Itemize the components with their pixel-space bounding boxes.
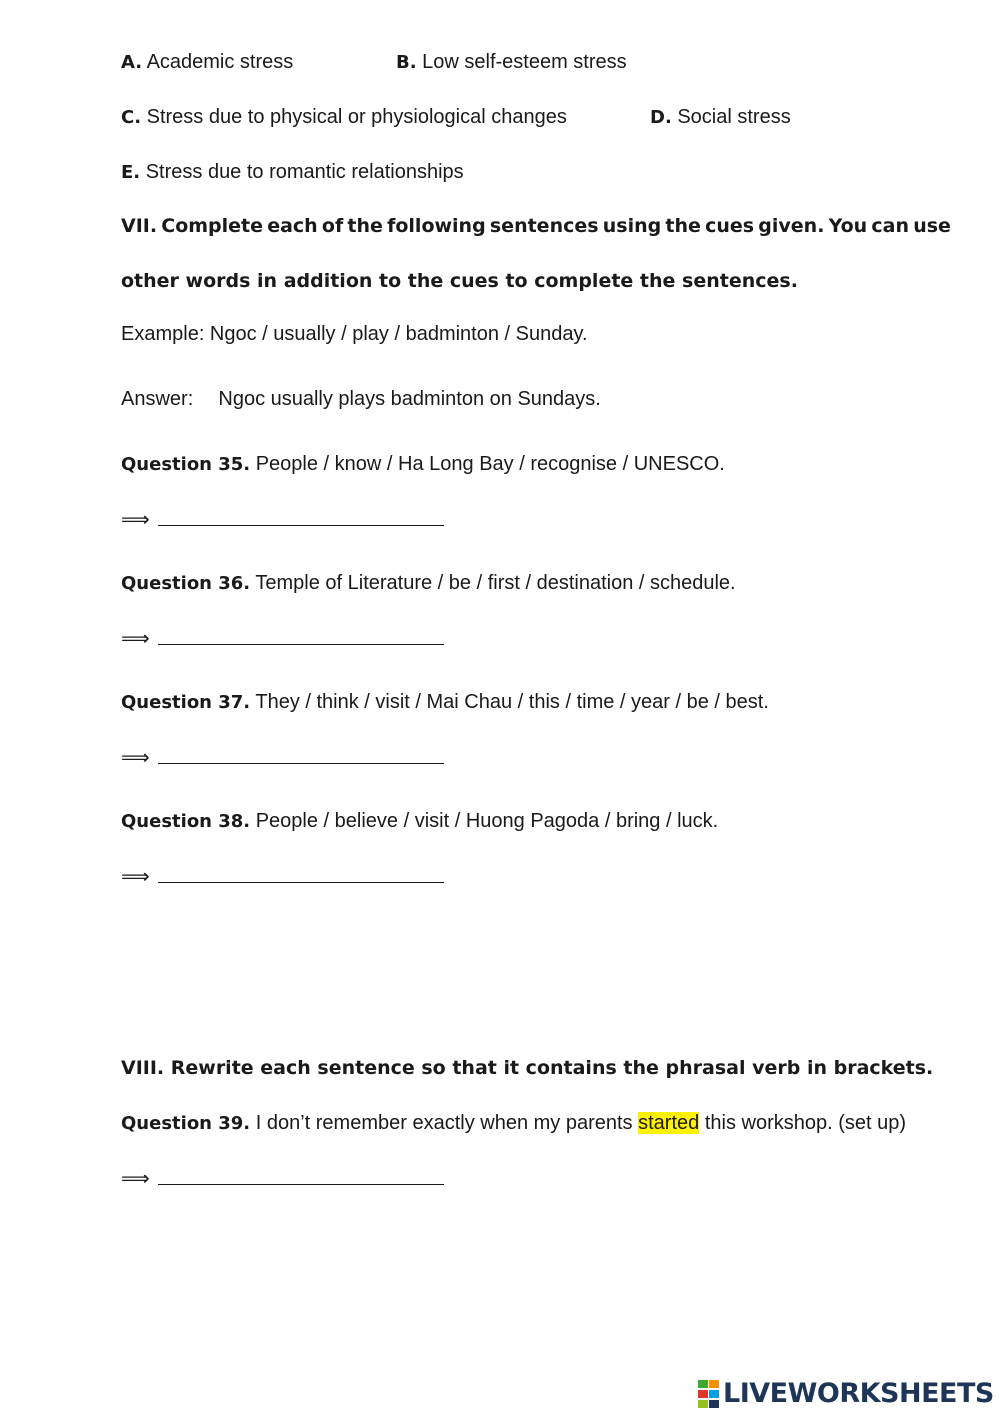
answer-blank-36[interactable]: [121, 625, 444, 652]
liveworksheets-logo: [697, 1378, 994, 1410]
heading-word: use: [913, 215, 951, 237]
answer-label: Answer:: [121, 388, 194, 410]
option-c: [121, 104, 567, 131]
answer-blank-35[interactable]: [121, 506, 444, 533]
question-35: [121, 451, 725, 478]
answer-blank-37[interactable]: [121, 744, 444, 771]
heading-word: using: [602, 215, 662, 237]
heading-word: following: [387, 215, 486, 237]
heading-word: can: [871, 215, 910, 237]
question-37: [121, 689, 769, 716]
question-text-after: this workshop. (set up): [704, 1112, 907, 1134]
question-label: Question 38.: [121, 811, 251, 832]
answer-input-line[interactable]: [158, 745, 444, 764]
option-a: [121, 49, 293, 76]
question-label: Question 35.: [121, 454, 251, 475]
heading-word: the: [347, 215, 383, 237]
option-letter: D.: [650, 107, 672, 128]
question-text: People / know / Ha Long Bay / recognise / UNESCO.: [255, 453, 725, 475]
implies-arrow-icon: ⟹: [121, 626, 150, 650]
highlighted-word: started: [638, 1112, 700, 1134]
answer-text: Ngoc usually plays badminton on Sundays.: [218, 388, 601, 410]
heading-word: You: [828, 215, 868, 237]
question-39: [121, 1110, 906, 1137]
option-b: [396, 49, 627, 76]
question-label: Question 37.: [121, 692, 251, 713]
answer-input-line[interactable]: [158, 864, 444, 883]
liveworksheets-logo-icon: [697, 1379, 721, 1409]
question-label: Question 36.: [121, 573, 251, 594]
option-letter: E.: [121, 162, 141, 183]
answer-input-line[interactable]: [158, 507, 444, 526]
heading-word: Complete: [161, 215, 264, 237]
section-7-heading-line-2: other words in addition to the cues to complete the sentences.: [121, 270, 798, 292]
answer-blank-39[interactable]: [121, 1165, 444, 1192]
option-d: [650, 104, 791, 131]
question-text: People / believe / visit / Huong Pagoda / bring / luck.: [255, 810, 719, 832]
option-letter: B.: [396, 52, 417, 73]
answer-input-line[interactable]: [158, 1166, 444, 1185]
heading-word: each: [267, 215, 318, 237]
option-text: Low self-esteem stress: [422, 51, 627, 73]
implies-arrow-icon: ⟹: [121, 864, 150, 888]
option-letter: C.: [121, 107, 142, 128]
question-text: Temple of Literature / be / first / destination / schedule.: [255, 572, 736, 594]
heading-word: VII.: [121, 215, 158, 237]
answer-input-line[interactable]: [158, 626, 444, 645]
heading-word: of: [321, 215, 344, 237]
question-38: [121, 808, 718, 835]
option-text: Social stress: [677, 106, 791, 128]
implies-arrow-icon: ⟹: [121, 1166, 150, 1190]
question-36: [121, 570, 736, 597]
heading-word: sentences: [489, 215, 599, 237]
example-text: Example: Ngoc / usually / play / badminton / Sunday.: [121, 323, 588, 345]
implies-arrow-icon: ⟹: [121, 745, 150, 769]
section-7-heading-line-1: [121, 213, 951, 239]
question-text: They / think / visit / Mai Chau / this / time / year / be / best.: [255, 691, 769, 713]
question-label: Question 39.: [121, 1113, 251, 1134]
option-text: Academic stress: [146, 51, 294, 73]
section-8-heading: VIII. Rewrite each sentence so that it contains the phrasal verb in brackets.: [121, 1057, 934, 1079]
heading-word: given.: [758, 215, 825, 237]
logo-wordmark: LIVEWORKSHEETS: [723, 1378, 994, 1409]
implies-arrow-icon: ⟹: [121, 507, 150, 531]
option-e: [121, 159, 464, 186]
option-text: Stress due to romantic relationships: [145, 161, 464, 183]
answer-line: [121, 386, 601, 412]
heading-word: cues: [705, 215, 755, 237]
heading-word: the: [665, 215, 701, 237]
option-letter: A.: [121, 52, 143, 73]
option-text: Stress due to physical or physiological changes: [146, 106, 567, 128]
answer-blank-38[interactable]: [121, 863, 444, 890]
question-text-before: I don’t remember exactly when my parents: [255, 1112, 633, 1134]
